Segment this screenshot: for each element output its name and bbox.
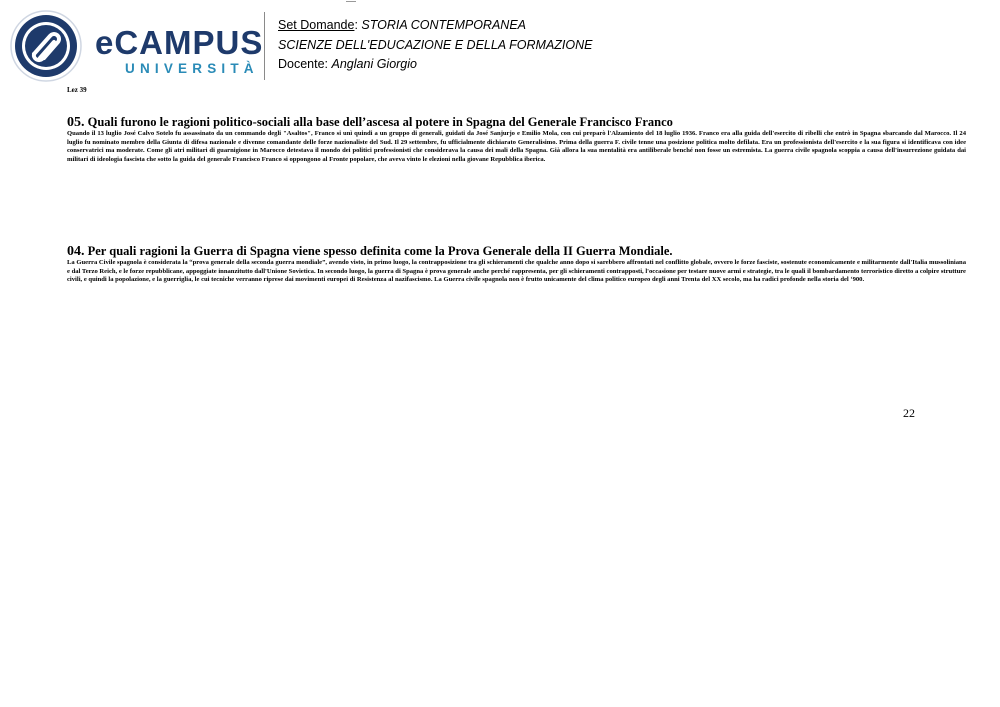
ecampus-emblem-icon (10, 10, 82, 82)
question-text: Per quali ragioni la Guerra di Spagna viene spesso definita come la Prova Generale della II Guerra Mondiale. (87, 244, 673, 258)
question-text: Quali furono le ragioni politico-sociali alla base dell’ascesa al potere in Spagna del Generale Francisco Franco (87, 115, 673, 129)
brand-text (95, 24, 264, 76)
brand-word: eCAMPUS (95, 24, 264, 61)
question-number: 05. (67, 115, 85, 130)
set-label: Set Domande (278, 18, 355, 32)
brand-subtitle: UNIVERSITÀ (125, 61, 259, 76)
document-header (278, 16, 592, 75)
docente-label: Docente: (278, 57, 329, 71)
lesson-label: Lez 39 (67, 86, 87, 94)
answer-text: Quando il 13 luglio José Calvo Sotelo fu assassinato da un commando degli "Asaltos", Franco si unì quindi a un gruppo di generali, guidati da José Sanjurjo e Emilio Mola, con cui preparò l'Alzamiento del 18 luglio 1936. Franco era alla guida dell'esercito di ribelli che entrò in Spagna sbarcando dal Marocco. Il 24 luglio fu nominato membro della Giunta di difesa nazionale e divenne comandante delle forze nazionaliste del Sud. Il 29 settembre, fu ufficialmente dichiarato Generalisimo. Prima della guerra F. civile tenne una posizione politica molto defilata. Era un professionista dell'esercito e la sua figura si identificava con idee conservatrici ma moderate. Come gli atri militari di guarnigione in Marocco detestava il mondo dei politici professionisti che considerava la causa dei mali della Spagna. Già allora la sua mentalità era antiliberale benché non fosse un estremista. La guerra civile spagnola scoppia a causa dell'insurrezione guidata dai militari di ideologia fascista che sotto la guida del generale Francisco Franco si oppongono al Fronte popolare, che aveva vinto le elezioni nella giovane Repubblica iberica. (67, 130, 966, 163)
answer-text: La Guerra Civile spagnola è considerata la “prova generale della seconda guerra mondiale”, avendo visto, in primo luogo, la contrapposizione tra gli schieramenti che qualche anno dopo si sarebbero affrontati nel conflitto globale, ovvero le forze fasciste, sostenute economicamente e militarmente dall'Italia mussoliniana e dal Terzo Reich, e le forze repubblicane, appoggiate innanzitutto dall'Unione Sovietica. In secondo luogo, la guerra di Spagna è prova generale anche perché rappresenta, per gli schieramenti contrapposti, l'occasione per testare nuove armi e strategie, tra le quali il bombardamento terroristico diretto a colpire strutture civili, e quindi la popolazione, e la guerriglia, le cui tecniche verranno riprese dai movimenti europei di Resistenza al nazifascismo. La Guerra civile spagnola non è frutto unicamente del clima politico europeo degli anni Trenta del XX secolo, ma ha radici profonde nella storia del ‘900. (67, 259, 966, 284)
header-faculty-line (278, 36, 592, 56)
header-docente-line (278, 55, 592, 75)
top-mark (346, 0, 356, 2)
docente-name: Anglani Giorgio (331, 57, 417, 71)
header-divider (264, 12, 265, 80)
question-number: 04. (67, 244, 85, 259)
question-title (67, 115, 966, 130)
question-block (67, 115, 966, 164)
course-name: STORIA CONTEMPORANEA (361, 18, 526, 32)
header-course-line: Set Domande: STORIA CONTEMPORANEA (278, 18, 526, 32)
faculty-name: SCIENZE DELL'EDUCAZIONE E DELLA FORMAZIONE (278, 37, 593, 52)
question-block (67, 244, 966, 285)
ecampus-logo (10, 10, 264, 82)
page-number: 22 (903, 406, 915, 420)
question-title (67, 244, 966, 259)
